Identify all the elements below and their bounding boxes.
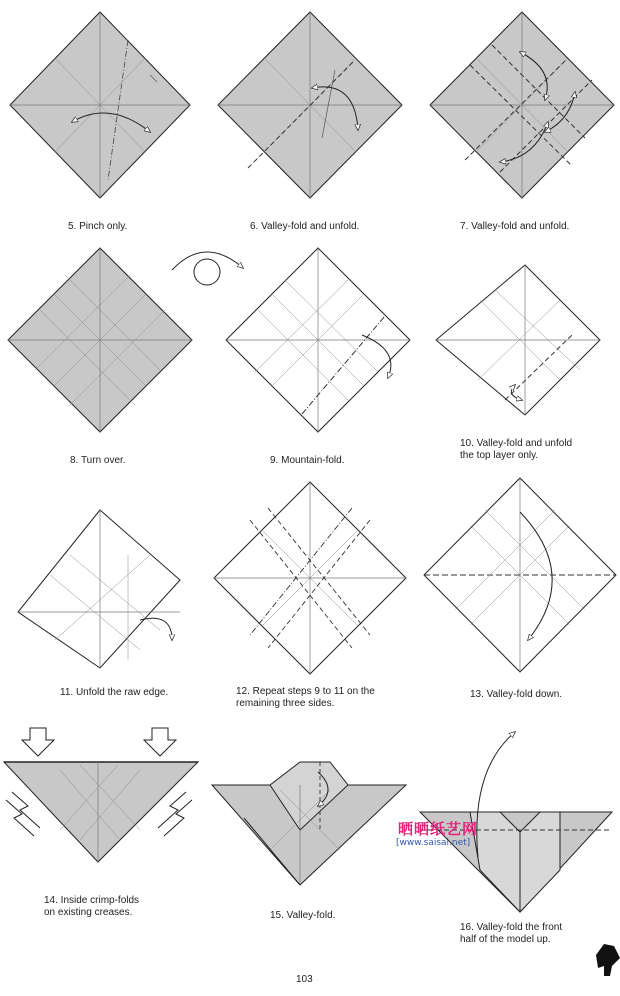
step-6-diagram [218,12,402,198]
caption-step-9: 9. Mountain-fold. [270,455,345,466]
caption-step-11: 11. Unfold the raw edge. [60,687,169,698]
step-12-diagram [214,482,406,674]
caption-step-10: 10. Valley-fold and unfold the top layer only. [460,438,573,461]
caption-step-6: 6. Valley-fold and unfold. [250,221,360,232]
step-11-diagram [18,510,180,668]
caption-step-16: 16. Valley-fold the front half of the model up. [460,922,563,945]
step-11-arrow [140,618,172,640]
step-9-diagram [226,248,410,432]
step-8-diagram [8,248,192,432]
crimp-arrow-right [144,728,176,756]
page-number: 103 [296,974,313,985]
finished-model-icon [596,944,620,976]
caption-step-5: 5. Pinch only. [68,221,128,232]
caption-step-13: 13. Valley-fold down. [470,689,563,700]
caption-step-12: 12. Repeat steps 9 to 11 on the remaining three sides. [236,686,375,709]
step-10-diagram [436,265,600,415]
watermark-title: 晒晒纸艺网 [398,820,479,838]
step-13-diagram [424,478,616,672]
caption-step-14: 14. Inside crimp-folds on existing creases. [44,895,140,918]
caption-step-7: 7. Valley-fold and unfold. [460,221,570,232]
turn-over-symbol [172,252,243,285]
caption-step-8: 8. Turn over. [70,455,126,466]
watermark-url: [www.saisai.net] [396,838,471,848]
step-7-diagram [430,12,614,198]
caption-step-15: 15. Valley-fold. [270,910,336,921]
crimp-arrow-left [22,728,54,756]
step-5-diagram [10,12,190,198]
step-14-diagram [4,728,198,862]
step-15-diagram [212,762,406,885]
